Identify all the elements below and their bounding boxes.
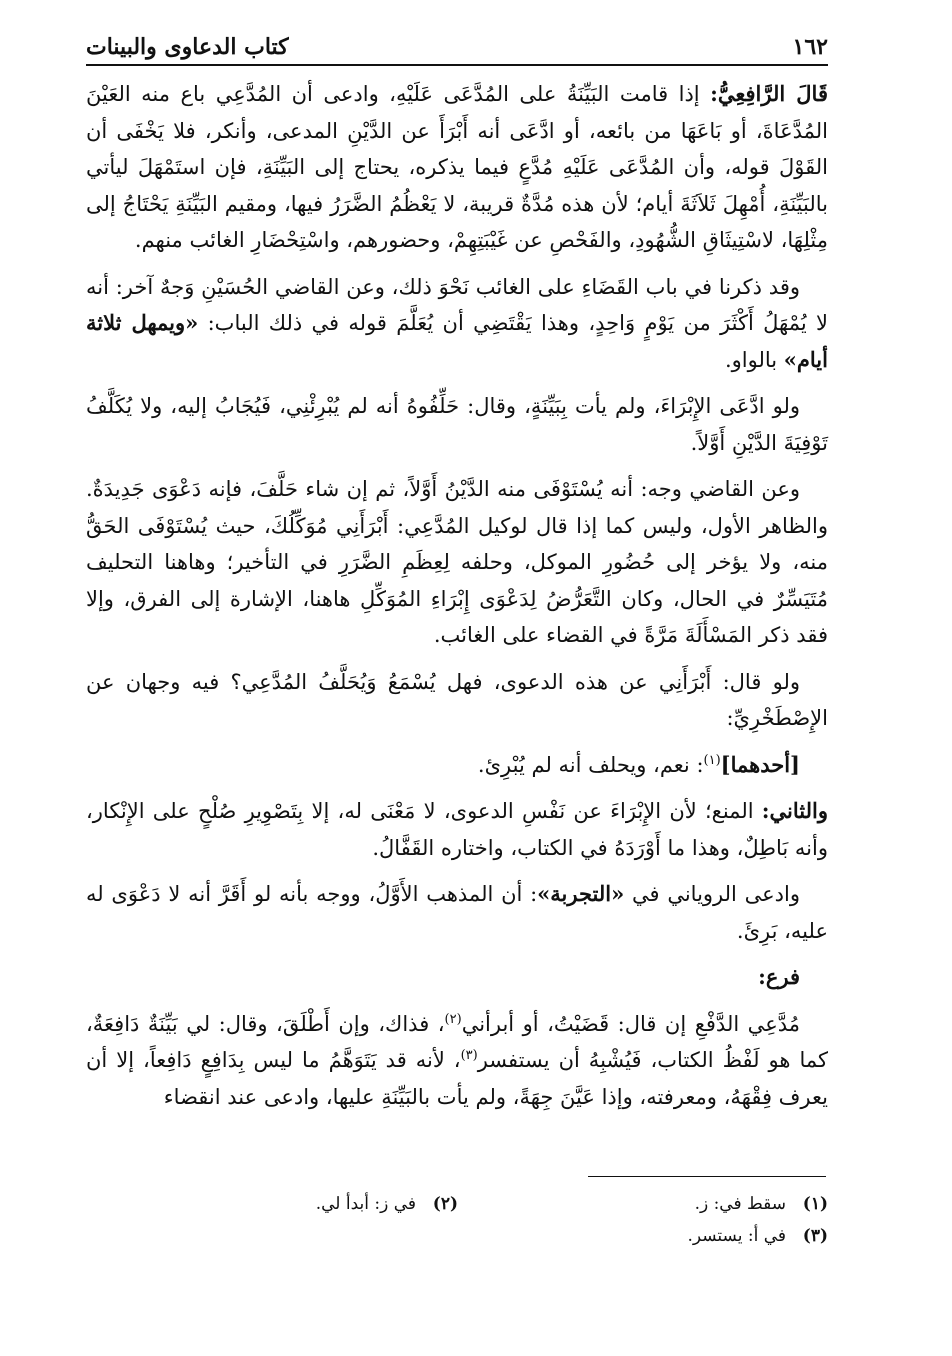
paragraph-7 <box>86 793 828 866</box>
second-view-label: والثاني: <box>761 798 828 823</box>
paragraph-text: المنع؛ لأن الإِبْرَاءَ عن نَفْسِ الدعوى، لا مَعْنَى له، إلا بِتَصْوِيرِ صُلْحٍ على الإِنْكار، وأنه بَاطِلٌ، وهذا ما أَوْرَدَهُ في الكتاب، واختاره القَفَّالُ. <box>86 799 828 860</box>
footnote-rule <box>588 1176 826 1177</box>
paragraph-text: إذا قامت البَيِّنَةُ على المُدَّعَى عَلَيْهِ، وادعى أن المُدَّعِي باع منه العَيْنَ المُدَّعَاةَ، أو بَاعَهَا من بائعه، أو ادَّعَى أنه أَبْرَأَ عن الدَّيْنِ المدعى، وأنكر، فلا يَخْفَى أن القَوْلَ قوله، وأن المُدَّعَى عَلَيْهِ مُدَّعٍ فيما يذكره، يحتاج إلى البَيِّنَةِ، فإن استَمْهَلَ ليأتي بالبَيِّنَةِ، أُمْهِلَ ثَلاَثَةَ أيام؛ لأن هذه مُدَّةٌ قريبة، لا يَعْظُمُ الضَّرَرُ فيها، ومقيم البَيِّنَةِ يَحْتَاجُ إلى مِثْلِهَا، لاسْتِيثَاقِ الشُّهُودِ، والفَحْصِ عن غَيْبَتِهِمْ، وحضورهم، واسْتِحْضَارِ الغائب منهم. <box>86 82 828 252</box>
footnote-row <box>86 1188 828 1220</box>
paragraph-tail: : أن المذهب الأَوَّلُ، ووجه بأنه لو أَقَرَّ أنه لا دَعْوَى له عليه، بَرِئَ. <box>86 882 828 943</box>
paragraph-text: ، فذاك، وإن أَطْلَقَ، وقال: لي بَيِّنَةٌ دَافِعَةٌ، كما هو لَفْظُ الكتاب، فَيُشْبِهُ أن يستفسر <box>86 1011 828 1072</box>
paragraph-3 <box>86 388 828 461</box>
book-title: كتاب الدعاوى والبينات <box>86 34 289 60</box>
running-header <box>86 24 828 60</box>
paragraph-1 <box>86 76 828 259</box>
footnote-ref-1[interactable]: (١) <box>703 752 721 768</box>
footnote-number: (٣) <box>802 1226 828 1246</box>
paragraph-text: مُدَّعِي الدَّفْعِ إن قال: قَضَيْتُ، أو أبرأني <box>461 1011 800 1036</box>
quoted-title: «التجربة» <box>537 881 625 906</box>
footnote-number: (٢) <box>432 1194 458 1214</box>
paragraph-5 <box>86 664 828 737</box>
footnote-2 <box>88 1188 458 1220</box>
footnote-row <box>86 1220 828 1252</box>
speaker-label: قَالَ الرَّافِعِيُّ: <box>710 81 828 106</box>
paragraph-4 <box>86 471 828 654</box>
section-heading <box>86 959 828 996</box>
footnote-number: (١) <box>802 1194 828 1214</box>
quoted-phrase: «ويمهل ثلاثة أيام» <box>86 310 828 372</box>
paragraph-2 <box>86 269 828 379</box>
footnote-text: في أ: يستسر. <box>687 1226 786 1246</box>
paragraph-text: وعن القاضي وجه: أنه يُسْتَوْفَى منه الدَّيْنُ أَوَّلاً، ثم إن شاء حَلَّفَ، فإنه دَعْوَى جَدِيدَةٌ. والظاهر الأول، وليس كما إذا قال لوكيل المُدَّعِي: أَبْرَأَنِي مُوَكِّلُكَ، حيث يُسْتَوْفَى الحَقُّ منه، ولا يؤخر إلى حُضُورِ الموكل، وحلفه لِعِظَمِ الضَّرَرِ في التأخير؛ وهاهنا التحليف مُتَيَسِّرٌ في الحال، وكان التَّعَرُّضُ لِدَعْوَى إِبْرَاءِ المُوَكِّلِ هاهنا، الإشارة إلى الفرق، وإلا فقد ذكر المَسْأَلَةَ مَرَّةً في القضاء على الغائب. <box>86 477 828 647</box>
paragraph-text: ولو ادَّعَى الإِبْرَاءَ، ولم يأت بِبَيِّنَةٍ، وقال: حَلِّفُوهُ أنه لم يُبْرِئْنِي، فَيُجَابُ إليه، ولا يُكَلَّفُ تَوْفِيَةَ الدَّيْنِ أَوَّلاً. <box>86 394 828 455</box>
paragraph-text: ولو قال: أَبْرَأَنِي عن هذه الدعوى، فهل يُسْمَعُ وَيُحَلَّفُ المُدَّعِي؟ فيه وجهان عن الإِصْطَخْرِيِّ: <box>86 669 828 730</box>
footnote-3 <box>458 1220 828 1252</box>
paragraph-6 <box>86 747 828 784</box>
paragraph-text: ، لأنه قد يَتَوَهَّمُ ما ليس بِدَافِعٍ دَافِعاً، إلا أن يعرف فِقْهَهُ، ومعرفته، وإذا عَيَّنَ جِهَةً، ولم يأت بالبَيِّنَةِ عليها، وادعى عند انقضاء <box>86 1048 828 1109</box>
paragraph-text: وادعى الروياني في <box>624 882 801 906</box>
branch-label: فرع: <box>758 964 800 989</box>
first-view-label: [أحدهما] <box>720 751 800 777</box>
header-rule <box>86 64 828 66</box>
footnote-ref-3[interactable]: (٣) <box>460 1048 478 1063</box>
paragraph-9 <box>86 1006 828 1116</box>
main-text <box>86 76 828 1125</box>
footnote-text: في ز: أبدأ لي. <box>315 1194 416 1214</box>
footnote-ref-2[interactable]: (٢) <box>444 1011 462 1027</box>
paragraph-text: : نعم، ويحلف أنه لم يُبْرِئ. <box>477 752 704 777</box>
footnote-text: سقط في: ز. <box>694 1194 786 1214</box>
page-number: ١٦٢ <box>792 34 828 60</box>
paragraph-8 <box>86 876 828 949</box>
paragraph-tail: بالواو. <box>724 347 784 372</box>
paragraph-text: وقد ذكرنا في باب القَضَاءِ على الغائب نَحْوَ ذلك، وعن القاضي الحُسَيْنِ وَجهٌ آخر: أنه لا يُمْهَلُ أَكْثَرَ من يَوْمٍ وَاحِدٍ، وهذا يَقْتَضِي أن يُعَلَّمَ قوله في ذلك الباب: <box>86 274 828 335</box>
footnotes <box>86 1188 828 1252</box>
footnote-1 <box>458 1188 828 1220</box>
